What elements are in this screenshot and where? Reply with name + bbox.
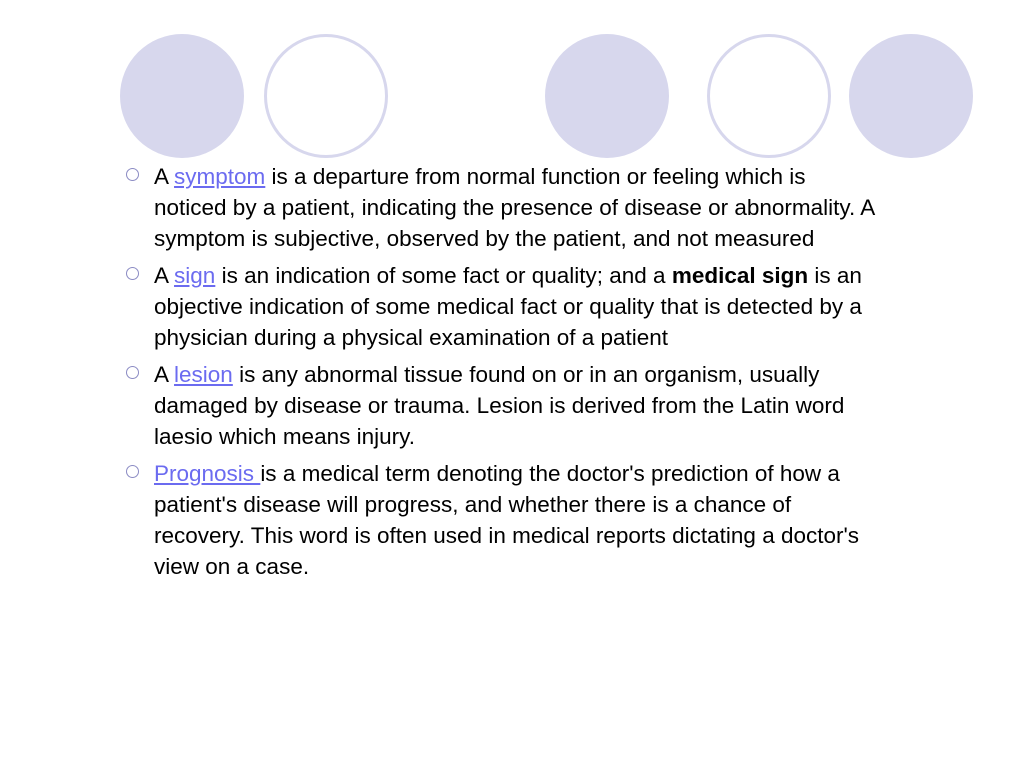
bullet-text: is an indication of some fact or quality; and a bbox=[215, 263, 672, 288]
bullet-circle-icon bbox=[126, 168, 139, 181]
bullet-text: is a medical term denoting the doctor's prediction of how a patient's disease will progress, and whether there is a chance of recovery. This word is often used in medical reports dictating a doctor's view on a case. bbox=[154, 461, 860, 579]
decorative-circle-outline bbox=[707, 34, 831, 158]
bullet-symptom bbox=[126, 161, 876, 254]
bullet-sign bbox=[126, 260, 876, 353]
decorative-circle-filled bbox=[849, 34, 973, 158]
lesion-link[interactable]: lesion bbox=[174, 362, 233, 387]
decorative-circle-filled bbox=[120, 34, 244, 158]
bullet-lead: A bbox=[154, 263, 175, 288]
prognosis-link[interactable]: Prognosis bbox=[154, 461, 261, 486]
bullet-circle-icon bbox=[126, 366, 139, 379]
bullet-prognosis bbox=[126, 458, 876, 582]
bullet-circle-icon bbox=[126, 267, 139, 280]
bullet-text: is any abnormal tissue found on or in an organism, usually damaged by disease or trauma. Lesion is derived from the Latin word laesio which means injury. bbox=[154, 362, 845, 449]
bullet-circle-icon bbox=[126, 465, 139, 478]
bullet-lesion bbox=[126, 359, 876, 452]
bullet-text: is a departure from normal function or feeling which is noticed by a patient, indicating the presence of disease or abnormality. A symptom is subjective, observed by the patient, and not measured bbox=[154, 164, 875, 251]
decorative-circle-filled bbox=[545, 34, 669, 158]
bullet-lead: A bbox=[154, 164, 175, 189]
decorative-circle-outline bbox=[264, 34, 388, 158]
symptom-link[interactable]: symptom bbox=[174, 164, 266, 189]
bullet-lead: A bbox=[154, 362, 175, 387]
bullet-text: is an objective indication of some medical fact or quality that is detected by a physician during a physical examination of a patient bbox=[154, 263, 862, 350]
medical-sign-term: medical sign bbox=[671, 263, 809, 288]
sign-link[interactable]: sign bbox=[174, 263, 216, 288]
bullet-list bbox=[126, 161, 876, 588]
